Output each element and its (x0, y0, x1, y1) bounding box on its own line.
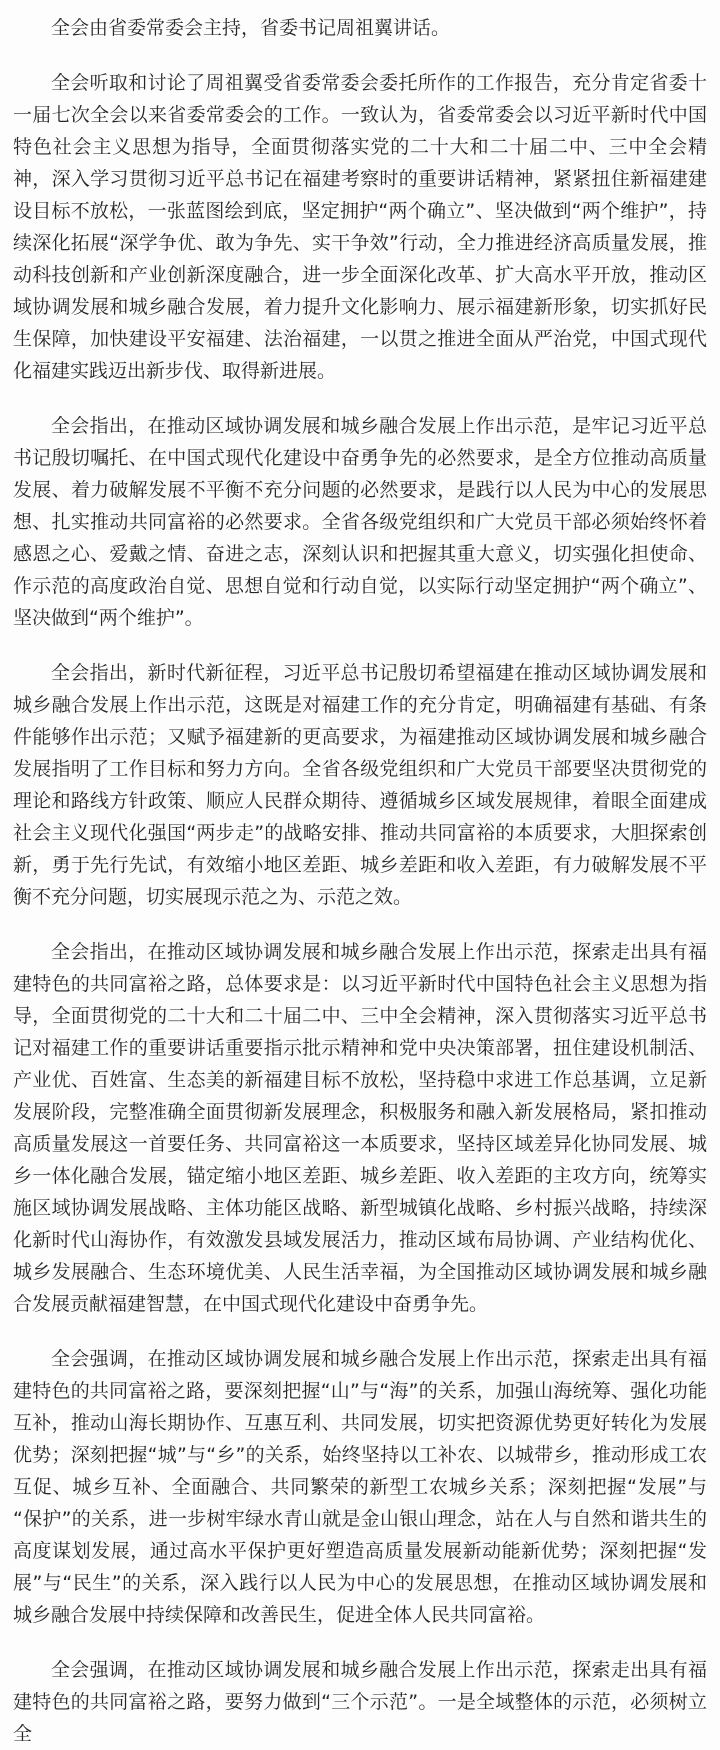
article-paragraph: 全会听取和讨论了周祖翼受省委常委会委托所作的工作报告，充分肯定省委十一届七次全会以来省委常委会的工作。一致认为，省委常委会以习近平新时代中国特色社会主义思想为指导，全面贯彻落实党的二十大和二十届二中、三中全会精神，深入学习贯彻习近平总书记在福建考察时的重要讲话精神，紧紧扭住新福建建设目标不放松，一张蓝图绘到底，坚定拥护“两个确立”、坚决做到“两个维护”，持续深化拓展“深学争优、敢为争先、实干争效”行动，全力推进经济高质量发展，推动科技创新和产业创新深度融合，进一步全面深化改革、扩大高水平开放，推动区域协调发展和城乡融合发展，着力提升文化影响力、展示福建新形象，切实抓好民生保障，加快建设平安福建、法治福建，一以贯之推进全面从严治党，中国式现代化福建实践迈出新步伐、取得新进展。 (13, 72, 707, 382)
article-paragraph: 全会由省委常委会主持，省委书记周祖翼讲话。 (51, 17, 451, 39)
article-paragraph: 全会指出，在推动区域协调发展和城乡融合发展上作出示范，探索走出具有福建特色的共同富裕之路，总体要求是：以习近平新时代中国特色社会主义思想为指导，全面贯彻党的二十大和二十届二中、三中全会精神，深入贯彻落实习近平总书记对福建工作的重要讲话重要指示批示精神和党中央决策部署，扭住建设机制活、产业优、百姓富、生态美的新福建目标不放松，坚持稳中求进工作总基调，立足新发展阶段，完整准确全面贯彻新发展理念，积极服务和融入新发展格局，紧扣推动高质量发展这一首要任务、共同富裕这一本质要求，坚持区域差异化协同发展、城乡一体化融合发展，锚定缩小地区差距、城乡差距、收入差距的主攻方向，统筹实施区域协调发展战略、主体功能区战略、新型城镇化战略、乡村振兴战略，持续深化新时代山海协作，有效激发县域发展活力，推动区域布局协调、产业结构优化、城乡发展融合、生态环境优美、人民生活幸福，为全国推动区域协调发展和城乡融合发展贡献福建智慧，在中国式现代化建设中奋勇争先。 (13, 941, 707, 1315)
article-paragraph: 全会强调，在推动区域协调发展和城乡融合发展上作出示范，探索走出具有福建特色的共同富裕之路，要深刻把握“山”与“海”的关系，加强山海统筹、强化功能互补，推动山海长期协作、互惠互利、共同发展，切实把资源优势更好转化为发展优势；深刻把握“城”与“乡”的关系，始终坚持以工补农、以城带乡，推动形成工农互促、城乡互补、全面融合、共同繁荣的新型工农城乡关系；深刻把握“发展”与“保护”的关系，进一步树牢绿水青山就是金山银山理念，站在人与自然和谐共生的高度谋划发展，通过高水平保护更好塑造高质量发展新动能新优势；深刻把握“发展”与“民生”的关系，深入践行以人民为中心的发展思想，在推动区域协调发展和城乡融合发展中持续保障和改善民生，促进全体人民共同富裕。 (13, 1348, 707, 1626)
article-paragraph: 全会强调，在推动区域协调发展和城乡融合发展上作出示范，探索走出具有福建特色的共同富裕之路，要努力做到“三个示范”。一是全域整体的示范，必须树立全 (13, 1659, 707, 1745)
article-paragraph: 全会指出，新时代新征程，习近平总书记殷切希望福建在推动区域协调发展和城乡融合发展上作出示范，这既是对福建工作的充分肯定，明确福建有基础、有条件能够作出示范；又赋予福建新的更高要求，为福建推动区域协调发展和城乡融合发展指明了工作目标和努力方向。全省各级党组织和广大党员干部要坚决贯彻党的理论和路线方针政策、顺应人民群众期待、遵循城乡区域发展规律，着眼全面建成社会主义现代化强国“两步走”的战略安排、推动共同富裕的本质要求，大胆探索创新，勇于先行先试，有效缩小地区差距、城乡差距和收入差距，有力破解发展不平衡不充分问题，切实展现示范之为、示范之效。 (13, 662, 707, 908)
article-paragraph: 全会指出，在推动区域协调发展和城乡融合发展上作出示范，是牢记习近平总书记殷切嘱托、在中国式现代化建设中奋勇争先的必然要求，是全方位推动高质量发展、着力破解发展不平衡不充分问题的必然要求，是践行以人民为中心的发展思想、扎实推动共同富裕的必然要求。全省各级党组织和广大党员干部必须始终怀着感恩之心、爱戴之情、奋进之志，深刻认识和把握其重大意义，切实强化担使命、作示范的高度政治自觉、思想自觉和行动自觉，以实际行动坚定拥护“两个确立”、坚决做到“两个维护”。 (13, 415, 707, 629)
